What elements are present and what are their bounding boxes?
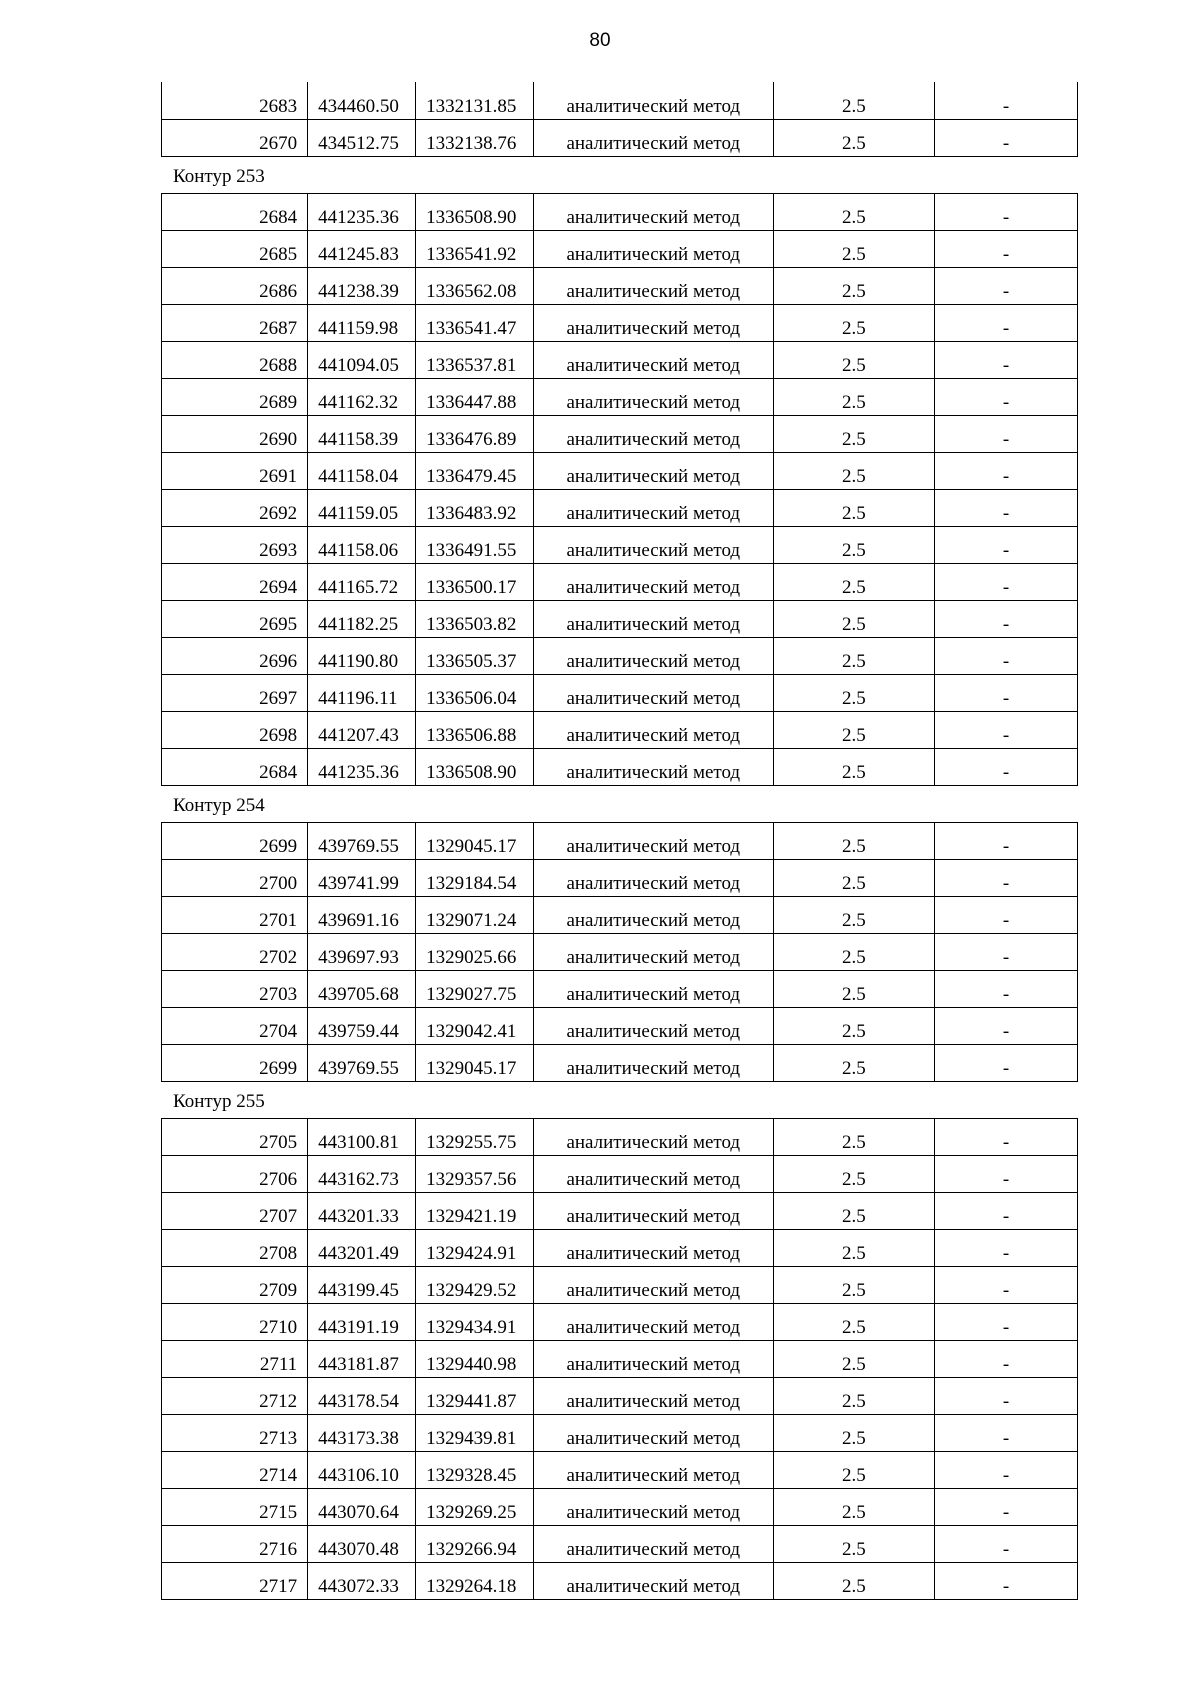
- description-cell: -: [935, 1340, 1078, 1377]
- accuracy-cell: 2.5: [773, 1451, 934, 1488]
- point-number-cell: 2691: [162, 452, 308, 489]
- table-row: [162, 1340, 1078, 1377]
- accuracy-cell: 2.5: [773, 1303, 934, 1340]
- method-cell: аналитический метод: [533, 526, 773, 563]
- table-row: [162, 489, 1078, 526]
- coordinates-table: [161, 1118, 1078, 1600]
- accuracy-cell: 2.5: [773, 1488, 934, 1525]
- description-cell: -: [935, 1303, 1078, 1340]
- method-cell: аналитический метод: [533, 1118, 773, 1155]
- y-coordinate-cell: 1329434.91: [416, 1303, 534, 1340]
- method-cell: аналитический метод: [533, 1340, 773, 1377]
- y-coordinate-cell: 1336500.17: [416, 563, 534, 600]
- point-number-cell: 2696: [162, 637, 308, 674]
- x-coordinate-cell: 443070.48: [308, 1525, 416, 1562]
- description-cell: -: [935, 82, 1078, 119]
- table-row: [162, 748, 1078, 785]
- point-number-cell: 2699: [162, 1044, 308, 1081]
- x-coordinate-cell: 441235.36: [308, 193, 416, 230]
- accuracy-cell: 2.5: [773, 82, 934, 119]
- description-cell: -: [935, 1451, 1078, 1488]
- description-cell: -: [935, 1229, 1078, 1266]
- description-cell: -: [935, 1377, 1078, 1414]
- table-row: [162, 711, 1078, 748]
- accuracy-cell: 2.5: [773, 341, 934, 378]
- accuracy-cell: 2.5: [773, 230, 934, 267]
- description-cell: -: [935, 415, 1078, 452]
- point-number-cell: 2709: [162, 1266, 308, 1303]
- point-number-cell: 2711: [162, 1340, 308, 1377]
- description-cell: -: [935, 304, 1078, 341]
- accuracy-cell: 2.5: [773, 415, 934, 452]
- y-coordinate-cell: 1329441.87: [416, 1377, 534, 1414]
- description-cell: -: [935, 1414, 1078, 1451]
- x-coordinate-cell: 443072.33: [308, 1562, 416, 1599]
- method-cell: аналитический метод: [533, 489, 773, 526]
- point-number-cell: 2694: [162, 563, 308, 600]
- point-number-cell: 2692: [162, 489, 308, 526]
- x-coordinate-cell: 441159.05: [308, 489, 416, 526]
- accuracy-cell: 2.5: [773, 600, 934, 637]
- y-coordinate-cell: 1336505.37: [416, 637, 534, 674]
- method-cell: аналитический метод: [533, 1488, 773, 1525]
- accuracy-cell: 2.5: [773, 452, 934, 489]
- y-coordinate-cell: 1336562.08: [416, 267, 534, 304]
- method-cell: аналитический метод: [533, 933, 773, 970]
- accuracy-cell: 2.5: [773, 1229, 934, 1266]
- table-row: [162, 267, 1078, 304]
- method-cell: аналитический метод: [533, 119, 773, 156]
- x-coordinate-cell: 439691.16: [308, 896, 416, 933]
- accuracy-cell: 2.5: [773, 674, 934, 711]
- accuracy-cell: 2.5: [773, 119, 934, 156]
- table-row: [162, 526, 1078, 563]
- y-coordinate-cell: 1329440.98: [416, 1340, 534, 1377]
- x-coordinate-cell: 441238.39: [308, 267, 416, 304]
- accuracy-cell: 2.5: [773, 1118, 934, 1155]
- y-coordinate-cell: 1329184.54: [416, 859, 534, 896]
- description-cell: -: [935, 1155, 1078, 1192]
- x-coordinate-cell: 443106.10: [308, 1451, 416, 1488]
- x-coordinate-cell: 443199.45: [308, 1266, 416, 1303]
- y-coordinate-cell: 1336479.45: [416, 452, 534, 489]
- description-cell: -: [935, 1192, 1078, 1229]
- x-coordinate-cell: 441190.80: [308, 637, 416, 674]
- x-coordinate-cell: 441165.72: [308, 563, 416, 600]
- y-coordinate-cell: 1336483.92: [416, 489, 534, 526]
- description-cell: -: [935, 341, 1078, 378]
- accuracy-cell: 2.5: [773, 1044, 934, 1081]
- y-coordinate-cell: 1332138.76: [416, 119, 534, 156]
- x-coordinate-cell: 441158.06: [308, 526, 416, 563]
- y-coordinate-cell: 1329071.24: [416, 896, 534, 933]
- table-row: [162, 1303, 1078, 1340]
- table-row: [162, 1007, 1078, 1044]
- description-cell: -: [935, 452, 1078, 489]
- point-number-cell: 2688: [162, 341, 308, 378]
- y-coordinate-cell: 1336508.90: [416, 193, 534, 230]
- accuracy-cell: 2.5: [773, 748, 934, 785]
- x-coordinate-cell: 441235.36: [308, 748, 416, 785]
- accuracy-cell: 2.5: [773, 267, 934, 304]
- x-coordinate-cell: 439705.68: [308, 970, 416, 1007]
- accuracy-cell: 2.5: [773, 1340, 934, 1377]
- y-coordinate-cell: 1329269.25: [416, 1488, 534, 1525]
- method-cell: аналитический метод: [533, 1562, 773, 1599]
- accuracy-cell: 2.5: [773, 378, 934, 415]
- description-cell: -: [935, 970, 1078, 1007]
- method-cell: аналитический метод: [533, 822, 773, 859]
- method-cell: аналитический метод: [533, 563, 773, 600]
- point-number-cell: 2698: [162, 711, 308, 748]
- description-cell: -: [935, 1007, 1078, 1044]
- method-cell: аналитический метод: [533, 896, 773, 933]
- point-number-cell: 2714: [162, 1451, 308, 1488]
- point-number-cell: 2716: [162, 1525, 308, 1562]
- coordinates-table: [161, 82, 1078, 157]
- coordinates-document: [161, 82, 1078, 1600]
- accuracy-cell: 2.5: [773, 933, 934, 970]
- description-cell: -: [935, 1044, 1078, 1081]
- method-cell: аналитический метод: [533, 1377, 773, 1414]
- x-coordinate-cell: 434460.50: [308, 82, 416, 119]
- description-cell: -: [935, 600, 1078, 637]
- description-cell: -: [935, 378, 1078, 415]
- method-cell: аналитический метод: [533, 1007, 773, 1044]
- method-cell: аналитический метод: [533, 341, 773, 378]
- description-cell: -: [935, 1525, 1078, 1562]
- accuracy-cell: 2.5: [773, 1007, 934, 1044]
- table-row: [162, 1414, 1078, 1451]
- y-coordinate-cell: 1329045.17: [416, 1044, 534, 1081]
- point-number-cell: 2707: [162, 1192, 308, 1229]
- contour-title: Контур 253: [173, 165, 265, 187]
- accuracy-cell: 2.5: [773, 1266, 934, 1303]
- x-coordinate-cell: 441158.04: [308, 452, 416, 489]
- description-cell: -: [935, 1118, 1078, 1155]
- table-row: [162, 378, 1078, 415]
- table-row: [162, 304, 1078, 341]
- method-cell: аналитический метод: [533, 970, 773, 1007]
- y-coordinate-cell: 1332131.85: [416, 82, 534, 119]
- x-coordinate-cell: 441196.11: [308, 674, 416, 711]
- y-coordinate-cell: 1329328.45: [416, 1451, 534, 1488]
- x-coordinate-cell: 443070.64: [308, 1488, 416, 1525]
- table-row: [162, 859, 1078, 896]
- accuracy-cell: 2.5: [773, 1414, 934, 1451]
- point-number-cell: 2683: [162, 82, 308, 119]
- y-coordinate-cell: 1329042.41: [416, 1007, 534, 1044]
- method-cell: аналитический метод: [533, 600, 773, 637]
- point-number-cell: 2702: [162, 933, 308, 970]
- table-row: [162, 822, 1078, 859]
- method-cell: аналитический метод: [533, 1266, 773, 1303]
- accuracy-cell: 2.5: [773, 1155, 934, 1192]
- x-coordinate-cell: 443162.73: [308, 1155, 416, 1192]
- method-cell: аналитический метод: [533, 1414, 773, 1451]
- method-cell: аналитический метод: [533, 267, 773, 304]
- description-cell: -: [935, 1266, 1078, 1303]
- table-row: [162, 230, 1078, 267]
- method-cell: аналитический метод: [533, 230, 773, 267]
- table-row: [162, 970, 1078, 1007]
- accuracy-cell: 2.5: [773, 637, 934, 674]
- table-row: [162, 1155, 1078, 1192]
- method-cell: аналитический метод: [533, 415, 773, 452]
- method-cell: аналитический метод: [533, 1229, 773, 1266]
- point-number-cell: 2699: [162, 822, 308, 859]
- description-cell: -: [935, 822, 1078, 859]
- method-cell: аналитический метод: [533, 748, 773, 785]
- table-row: [162, 1562, 1078, 1599]
- description-cell: -: [935, 1562, 1078, 1599]
- x-coordinate-cell: 441207.43: [308, 711, 416, 748]
- method-cell: аналитический метод: [533, 378, 773, 415]
- method-cell: аналитический метод: [533, 1044, 773, 1081]
- x-coordinate-cell: 441094.05: [308, 341, 416, 378]
- y-coordinate-cell: 1336491.55: [416, 526, 534, 563]
- table-row: [162, 82, 1078, 119]
- x-coordinate-cell: 443191.19: [308, 1303, 416, 1340]
- table-row: [162, 1377, 1078, 1414]
- point-number-cell: 2685: [162, 230, 308, 267]
- y-coordinate-cell: 1329025.66: [416, 933, 534, 970]
- y-coordinate-cell: 1329264.18: [416, 1562, 534, 1599]
- x-coordinate-cell: 443100.81: [308, 1118, 416, 1155]
- y-coordinate-cell: 1329045.17: [416, 822, 534, 859]
- y-coordinate-cell: 1329255.75: [416, 1118, 534, 1155]
- method-cell: аналитический метод: [533, 452, 773, 489]
- description-cell: -: [935, 563, 1078, 600]
- x-coordinate-cell: 443178.54: [308, 1377, 416, 1414]
- table-row: [162, 1451, 1078, 1488]
- coordinates-table: [161, 822, 1078, 1082]
- point-number-cell: 2684: [162, 748, 308, 785]
- point-number-cell: 2684: [162, 193, 308, 230]
- y-coordinate-cell: 1329429.52: [416, 1266, 534, 1303]
- table-row: [162, 452, 1078, 489]
- point-number-cell: 2705: [162, 1118, 308, 1155]
- x-coordinate-cell: 439759.44: [308, 1007, 416, 1044]
- point-number-cell: 2687: [162, 304, 308, 341]
- contour-title: Контур 254: [173, 794, 265, 816]
- description-cell: -: [935, 267, 1078, 304]
- accuracy-cell: 2.5: [773, 970, 934, 1007]
- method-cell: аналитический метод: [533, 1525, 773, 1562]
- method-cell: аналитический метод: [533, 674, 773, 711]
- x-coordinate-cell: 441159.98: [308, 304, 416, 341]
- y-coordinate-cell: 1329421.19: [416, 1192, 534, 1229]
- y-coordinate-cell: 1336447.88: [416, 378, 534, 415]
- x-coordinate-cell: 443181.87: [308, 1340, 416, 1377]
- y-coordinate-cell: 1336537.81: [416, 341, 534, 378]
- point-number-cell: 2710: [162, 1303, 308, 1340]
- accuracy-cell: 2.5: [773, 526, 934, 563]
- description-cell: -: [935, 711, 1078, 748]
- method-cell: аналитический метод: [533, 1155, 773, 1192]
- x-coordinate-cell: 441182.25: [308, 600, 416, 637]
- y-coordinate-cell: 1329027.75: [416, 970, 534, 1007]
- method-cell: аналитический метод: [533, 193, 773, 230]
- point-number-cell: 2693: [162, 526, 308, 563]
- y-coordinate-cell: 1329439.81: [416, 1414, 534, 1451]
- point-number-cell: 2708: [162, 1229, 308, 1266]
- description-cell: -: [935, 1488, 1078, 1525]
- x-coordinate-cell: 443201.49: [308, 1229, 416, 1266]
- table-row: [162, 896, 1078, 933]
- table-row: [162, 674, 1078, 711]
- contour-title: Контур 255: [173, 1090, 265, 1112]
- description-cell: -: [935, 748, 1078, 785]
- method-cell: аналитический метод: [533, 711, 773, 748]
- method-cell: аналитический метод: [533, 1303, 773, 1340]
- table-row: [162, 600, 1078, 637]
- table-row: [162, 933, 1078, 970]
- y-coordinate-cell: 1329357.56: [416, 1155, 534, 1192]
- method-cell: аналитический метод: [533, 304, 773, 341]
- table-row: [162, 341, 1078, 378]
- table-row: [162, 1525, 1078, 1562]
- x-coordinate-cell: 441162.32: [308, 378, 416, 415]
- y-coordinate-cell: 1336506.88: [416, 711, 534, 748]
- table-row: [162, 193, 1078, 230]
- accuracy-cell: 2.5: [773, 1525, 934, 1562]
- description-cell: -: [935, 637, 1078, 674]
- method-cell: аналитический метод: [533, 1451, 773, 1488]
- accuracy-cell: 2.5: [773, 1192, 934, 1229]
- point-number-cell: 2697: [162, 674, 308, 711]
- accuracy-cell: 2.5: [773, 489, 934, 526]
- description-cell: -: [935, 674, 1078, 711]
- accuracy-cell: 2.5: [773, 859, 934, 896]
- description-cell: -: [935, 526, 1078, 563]
- x-coordinate-cell: 443173.38: [308, 1414, 416, 1451]
- point-number-cell: 2717: [162, 1562, 308, 1599]
- point-number-cell: 2701: [162, 896, 308, 933]
- x-coordinate-cell: 439741.99: [308, 859, 416, 896]
- x-coordinate-cell: 439697.93: [308, 933, 416, 970]
- description-cell: -: [935, 933, 1078, 970]
- table-row: [162, 563, 1078, 600]
- accuracy-cell: 2.5: [773, 193, 934, 230]
- table-row: [162, 1044, 1078, 1081]
- x-coordinate-cell: 439769.55: [308, 1044, 416, 1081]
- point-number-cell: 2690: [162, 415, 308, 452]
- x-coordinate-cell: 441158.39: [308, 415, 416, 452]
- y-coordinate-cell: 1336541.92: [416, 230, 534, 267]
- table-row: [162, 1192, 1078, 1229]
- table-row: [162, 1488, 1078, 1525]
- x-coordinate-cell: 439769.55: [308, 822, 416, 859]
- y-coordinate-cell: 1336541.47: [416, 304, 534, 341]
- method-cell: аналитический метод: [533, 859, 773, 896]
- method-cell: аналитический метод: [533, 637, 773, 674]
- accuracy-cell: 2.5: [773, 1377, 934, 1414]
- table-row: [162, 415, 1078, 452]
- x-coordinate-cell: 441245.83: [308, 230, 416, 267]
- y-coordinate-cell: 1336506.04: [416, 674, 534, 711]
- y-coordinate-cell: 1336503.82: [416, 600, 534, 637]
- accuracy-cell: 2.5: [773, 304, 934, 341]
- table-row: [162, 1229, 1078, 1266]
- accuracy-cell: 2.5: [773, 563, 934, 600]
- table-row: [162, 637, 1078, 674]
- point-number-cell: 2700: [162, 859, 308, 896]
- point-number-cell: 2695: [162, 600, 308, 637]
- page-number: 80: [589, 30, 611, 51]
- point-number-cell: 2715: [162, 1488, 308, 1525]
- table-row: [162, 1266, 1078, 1303]
- point-number-cell: 2670: [162, 119, 308, 156]
- coordinates-table: [161, 193, 1078, 786]
- y-coordinate-cell: 1336508.90: [416, 748, 534, 785]
- point-number-cell: 2704: [162, 1007, 308, 1044]
- method-cell: аналитический метод: [533, 1192, 773, 1229]
- table-row: [162, 119, 1078, 156]
- description-cell: -: [935, 193, 1078, 230]
- point-number-cell: 2689: [162, 378, 308, 415]
- method-cell: аналитический метод: [533, 82, 773, 119]
- description-cell: -: [935, 119, 1078, 156]
- accuracy-cell: 2.5: [773, 822, 934, 859]
- point-number-cell: 2706: [162, 1155, 308, 1192]
- accuracy-cell: 2.5: [773, 711, 934, 748]
- y-coordinate-cell: 1329266.94: [416, 1525, 534, 1562]
- description-cell: -: [935, 230, 1078, 267]
- point-number-cell: 2712: [162, 1377, 308, 1414]
- y-coordinate-cell: 1329424.91: [416, 1229, 534, 1266]
- accuracy-cell: 2.5: [773, 1562, 934, 1599]
- point-number-cell: 2713: [162, 1414, 308, 1451]
- x-coordinate-cell: 443201.33: [308, 1192, 416, 1229]
- table-row: [162, 1118, 1078, 1155]
- point-number-cell: 2686: [162, 267, 308, 304]
- description-cell: -: [935, 489, 1078, 526]
- accuracy-cell: 2.5: [773, 896, 934, 933]
- description-cell: -: [935, 859, 1078, 896]
- y-coordinate-cell: 1336476.89: [416, 415, 534, 452]
- description-cell: -: [935, 896, 1078, 933]
- x-coordinate-cell: 434512.75: [308, 119, 416, 156]
- point-number-cell: 2703: [162, 970, 308, 1007]
